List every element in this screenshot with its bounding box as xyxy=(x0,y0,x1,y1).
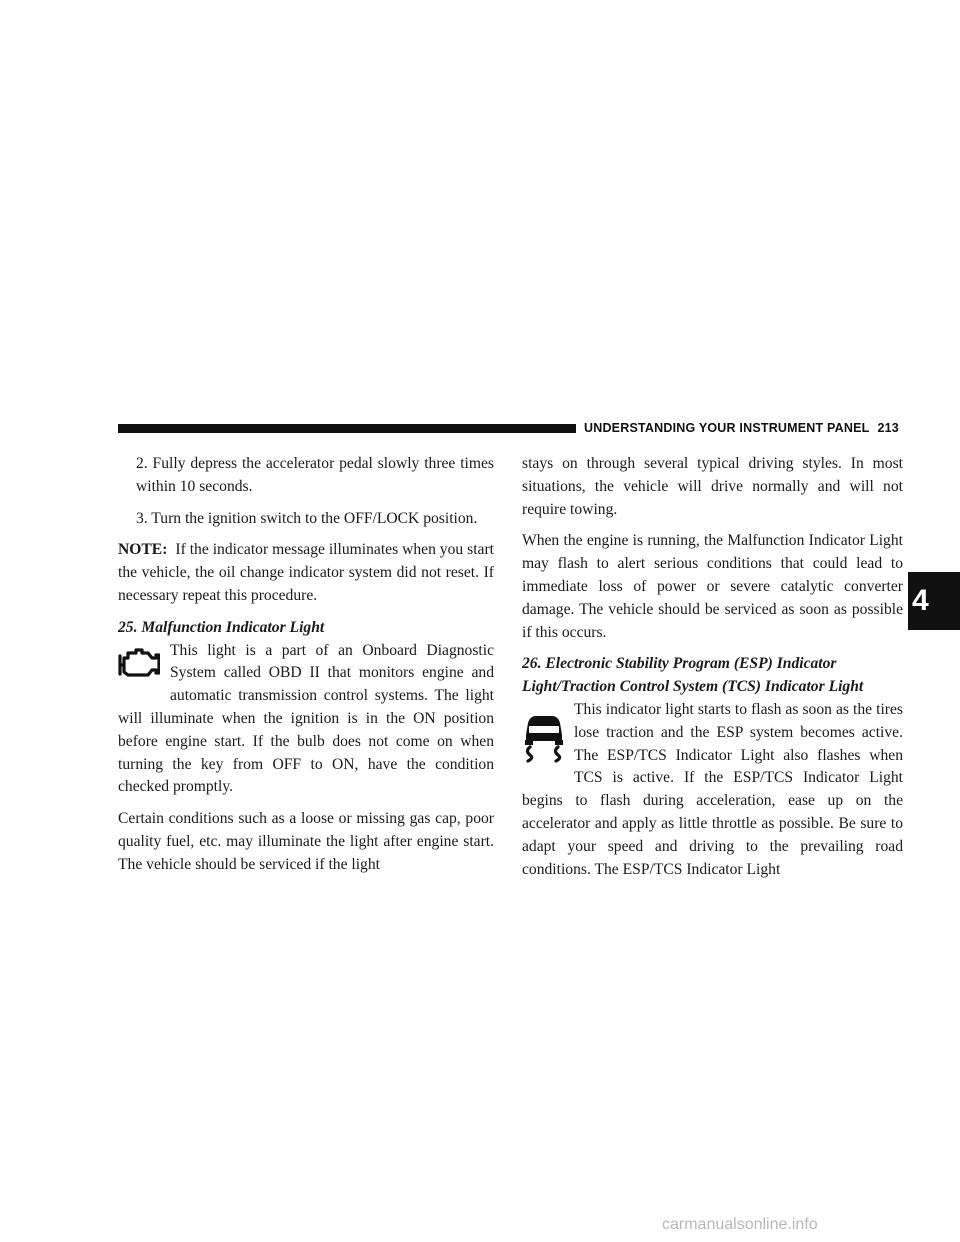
skidding-car-icon xyxy=(522,713,574,779)
step-3: 3. Turn the ignition switch to the OFF/LOCK position. xyxy=(136,509,478,527)
section-title: UNDERSTANDING YOUR INSTRUMENT PANEL xyxy=(584,421,870,435)
header-rule xyxy=(118,424,576,433)
watermark: carmanualsonline.info xyxy=(662,1216,818,1233)
right-para-1: stays on through several typical driving styles. In most situations, the vehicle will drive normally and will not require towing. xyxy=(522,455,903,518)
section-26-heading: 26. Electronic Stability Program (ESP) Indicator Light/Traction Control System (TCS) Indicator Light xyxy=(522,655,864,696)
section-25-body: This light is a part of an Onboard Diagnostic System called OBD II that monitors engine and automatic transmission control systems. The light will illuminate when the ignition is in the ON position before engine start. If the bulb does not come on when turning the key from OFF to ON, have the condition checked promptly. xyxy=(118,641,494,796)
note-label: NOTE: xyxy=(118,541,168,559)
engine-icon xyxy=(118,646,170,696)
section-25-heading: 25. Malfunction Indicator Light xyxy=(118,618,325,636)
page-number: 213 xyxy=(877,421,899,435)
left-column xyxy=(118,453,494,886)
running-header xyxy=(584,421,899,435)
note-paragraph xyxy=(118,539,494,607)
section-26-body-block xyxy=(522,699,903,881)
step-2: 2. Fully depress the accelerator pedal slowly three times within 10 seconds. xyxy=(136,455,494,495)
chapter-tab: 4 xyxy=(908,572,960,630)
right-column xyxy=(522,453,903,890)
section-25-para-2: Certain conditions such as a loose or missing gas cap, poor quality fuel, etc. may illuminate the light after engine start. The vehicle should be serviced if the light xyxy=(118,810,494,873)
note-text: If the indicator message illuminates when you start the vehicle, the oil change indicator system did not reset. If necessary repeat this procedure. xyxy=(118,541,494,604)
right-para-2: When the engine is running, the Malfunction Indicator Light may flash to alert serious conditions that could lead to immediate loss of power or severe catalytic converter damage. The vehicle should be serviced as soon as possible if this occurs. xyxy=(522,532,903,641)
section-25-body-block xyxy=(118,640,494,800)
section-26-body: This indicator light starts to flash as soon as the tires lose traction and the ESP system becomes active. The ESP/TCS Indicator Light also flashes when TCS is active. If the ESP/TCS Indicator Light begins to flash during acceleration, ease up on the accelerator and apply as little throttle as possible. Be sure to adapt your speed and driving to the prevailing road conditions. The ESP/TCS Indicator Light xyxy=(522,700,903,878)
